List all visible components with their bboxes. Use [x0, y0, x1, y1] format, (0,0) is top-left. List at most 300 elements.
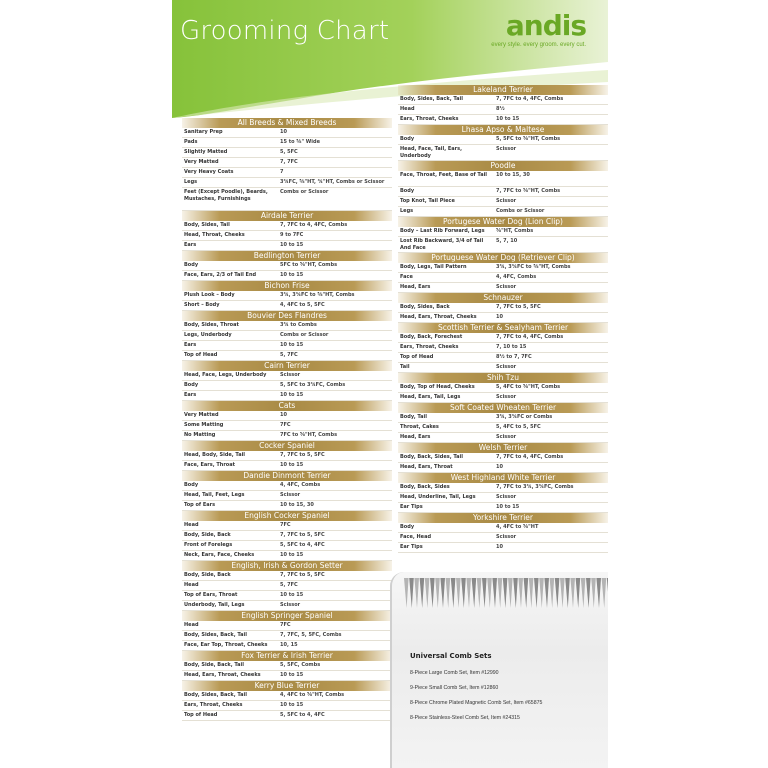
blade-recommendation: 4, 4FC, Combs	[280, 482, 321, 488]
chart-row	[182, 221, 392, 231]
breed-section-title: Welsh Terrier	[398, 443, 608, 453]
body-area: Underbody, Tail, Legs	[184, 602, 245, 608]
chart-row	[398, 187, 608, 197]
comb-sets-title: Universal Comb Sets	[410, 652, 492, 660]
chart-row	[398, 145, 608, 161]
blade-recommendation: 4, 4FC to ⅝"HT, Combs	[280, 692, 345, 698]
blade-tooth	[570, 578, 575, 608]
blade-recommendation: 10	[496, 544, 503, 550]
blade-recommendation: 5FC to ⅝"HT, Combs	[280, 262, 338, 268]
blade-recommendation: Combs or Scissor	[496, 208, 545, 214]
blade-tooth	[550, 578, 555, 608]
blade-tooth	[420, 578, 425, 608]
comb-set-item: 9-Piece Small Comb Set, Item #12860	[410, 685, 499, 691]
blade-recommendation: 10 to 15, 30	[280, 502, 314, 508]
blade-recommendation: 10 to 15, 30	[496, 172, 530, 178]
left-column	[182, 118, 392, 721]
blade-tooth	[440, 578, 445, 608]
blade-recommendation: 7, 7FC to 5, 5FC	[280, 572, 325, 578]
chart-row	[398, 463, 608, 473]
body-area: Neck, Ears, Face, Cheeks	[184, 552, 255, 558]
breed-section-title: Yorkshire Terrier	[398, 513, 608, 523]
blade-tooth	[492, 578, 497, 608]
blade-tooth	[602, 578, 607, 608]
body-area: Ear Tips	[400, 544, 423, 550]
blade-tooth	[466, 578, 471, 608]
blade-tooth	[560, 578, 565, 608]
chart-row	[182, 491, 392, 501]
blade-recommendation: 10	[280, 129, 287, 135]
blade-recommendation: 10, 15	[280, 642, 298, 648]
body-area: Body	[400, 136, 415, 142]
chart-row	[182, 701, 392, 711]
blade-recommendation: 3¾, 3¾FC or Combs	[496, 414, 553, 420]
body-area: Ear Tips	[400, 504, 423, 510]
body-area: Ears	[184, 392, 197, 398]
blade-recommendation: Scissor	[496, 494, 517, 500]
blade-recommendation: Scissor	[496, 364, 517, 370]
blade-tooth	[591, 578, 596, 608]
blade-recommendation: 4, 4FC, Combs	[496, 274, 537, 280]
chart-row	[182, 461, 392, 471]
blade-recommendation: 7, 7FC to ⅝"HT, Combs	[496, 188, 561, 194]
body-area: Very Matted	[184, 159, 219, 165]
blade-tooth	[425, 578, 430, 608]
blade-tooth	[508, 578, 513, 608]
body-area: Top of Head	[184, 712, 218, 718]
chart-row	[182, 631, 392, 641]
chart-row	[182, 431, 392, 441]
body-area: Body, Side, Back	[184, 532, 231, 538]
chart-row	[182, 391, 392, 401]
breed-section-title: Scottish Terrier & Sealyham Terrier	[398, 323, 608, 333]
body-area: Body, Sides, Back	[400, 304, 450, 310]
chart-row	[398, 423, 608, 433]
blade-tooth	[576, 578, 581, 608]
blade-recommendation: Scissor	[496, 434, 517, 440]
blade-recommendation: 5, 7, 10	[496, 238, 518, 244]
breed-section-title: Cocker Spaniel	[182, 441, 392, 451]
blade-recommendation: 5, 5FC to ⅝"HT, Combs	[496, 136, 561, 142]
breed-section-title: Bedlington Terrier	[182, 251, 392, 261]
breed-section-title: Schnauzer	[398, 293, 608, 303]
blade-recommendation: 7, 7FC, 5, 5FC, Combs	[280, 632, 342, 638]
blade-recommendation: 7, 7FC to 4, 4FC, Combs	[496, 334, 564, 340]
blade-recommendation: Scissor	[280, 372, 301, 378]
body-area: Feet (Except Poodle), Beards, Mustaches, Furnishings	[184, 189, 268, 202]
blade-recommendation: 10 to 15	[280, 342, 304, 348]
blade-recommendation: 7, 10 to 15	[496, 344, 527, 350]
blade-recommendation: 3¾, 3¾FC to ⅝"HT, Combs	[496, 264, 571, 270]
blade-recommendation: 10	[280, 412, 287, 418]
blade-recommendation: 5, 5FC to 4, 4FC	[280, 542, 325, 548]
blade-recommendation: 7, 7FC to 5, 5FC	[280, 532, 325, 538]
brand-tagline: every style. every groom. every cut.	[491, 42, 586, 48]
body-area: Head, Throat, Cheeks	[184, 232, 245, 238]
body-area: Body, Top of Head, Cheeks	[400, 384, 475, 390]
blade-recommendation: 3¾, 3¾FC to ⅝"HT, Combs	[280, 292, 355, 298]
blade-recommendation: 10 to 15	[280, 462, 304, 468]
chart-row	[398, 343, 608, 353]
body-area: Body, Side, Back	[184, 572, 231, 578]
body-area: No Matting	[184, 432, 216, 438]
chart-row	[398, 197, 608, 207]
body-area: Body, Sides, Back, Tail	[400, 96, 463, 102]
body-area: Head, Ears, Tail, Legs	[400, 394, 461, 400]
breed-section-title: English, Irish & Gordon Setter	[182, 561, 392, 571]
chart-row	[182, 291, 392, 301]
blade-recommendation: 5, 4FC to 5, 5FC	[496, 424, 541, 430]
body-area: Legs, Underbody	[184, 332, 232, 338]
blade-recommendation: 3¾FC, ⅝"HT, ¾"HT, Combs or Scissor	[280, 179, 385, 185]
body-area: Lost Rib Backward, 3/4 of Tail And Face	[400, 238, 484, 251]
chart-row	[398, 105, 608, 115]
chart-row	[398, 283, 608, 293]
blade-recommendation: 10 to 15	[280, 272, 304, 278]
grooming-chart-poster	[172, 0, 608, 768]
chart-row	[398, 453, 608, 463]
blade-tooth	[503, 578, 508, 608]
body-area: Ears	[184, 342, 197, 348]
blade-recommendation: 7FC to ⅝"HT, Combs	[280, 432, 338, 438]
body-area: Ears	[184, 242, 197, 248]
chart-row	[182, 148, 392, 158]
body-area: Body, Back, Sides	[400, 484, 450, 490]
body-area: Body, Legs, Tail Pattern	[400, 264, 467, 270]
chart-row	[398, 333, 608, 343]
brand-name: andis	[505, 9, 586, 42]
body-area: Face, Ear Top, Throat, Cheeks	[184, 642, 268, 648]
body-area: Head	[184, 522, 199, 528]
body-area: Ears, Throat, Cheeks	[400, 344, 459, 350]
chart-row	[182, 541, 392, 551]
chart-row	[398, 237, 608, 253]
blade-tooth	[414, 578, 419, 608]
chart-row	[182, 661, 392, 671]
blade-recommendation: Combs or Scissor	[280, 332, 329, 338]
body-area: Top Knot, Tail Piece	[400, 198, 455, 204]
chart-row	[398, 363, 608, 373]
chart-row	[182, 691, 392, 701]
body-area: Legs	[400, 208, 414, 214]
body-area: Some Matting	[184, 422, 224, 428]
chart-row	[182, 158, 392, 168]
chart-row	[398, 95, 608, 105]
body-area: Pads	[184, 139, 198, 145]
blade-tooth	[409, 578, 414, 608]
blade-recommendation: 15 to ⅝" Wide	[280, 139, 320, 145]
chart-row	[398, 393, 608, 403]
blade-recommendation: Scissor	[496, 146, 517, 152]
blade-recommendation: 5, 5FC to 4, 4FC	[280, 712, 325, 718]
chart-row	[182, 571, 392, 581]
blade-recommendation: 9 to 7FC	[280, 232, 304, 238]
chart-row	[398, 227, 608, 237]
breed-section-title: All Breeds & Mixed Breeds	[182, 118, 392, 128]
chart-row	[182, 551, 392, 561]
chart-row	[398, 135, 608, 145]
breed-section-title: Fox Terrier & Irish Terrier	[182, 651, 392, 661]
blade-recommendation: 4, 4FC to ⅝"HT	[496, 524, 539, 530]
chart-row	[182, 178, 392, 188]
blade-recommendation: 7, 7FC to 5, 5FC	[280, 452, 325, 458]
body-area: Throat, Cakes	[400, 424, 439, 430]
breed-section-title: Kerry Blue Terrier	[182, 681, 392, 691]
body-area: Head, Ears, Throat, Cheeks	[184, 672, 261, 678]
breed-section-title: English Springer Spaniel	[182, 611, 392, 621]
right-column	[398, 85, 608, 553]
breed-section-title: West Highland White Terrier	[398, 473, 608, 483]
chart-row	[398, 353, 608, 363]
blade-recommendation: 10 to 15	[280, 552, 304, 558]
body-area: Body – Last Rib Forward, Legs	[400, 228, 485, 234]
blade-recommendation: 7, 7FC to 4, 4FC, Combs	[496, 454, 564, 460]
body-area: Body	[400, 188, 415, 194]
body-area: Body, Side, Back, Tail	[184, 662, 244, 668]
blade-tooth	[513, 578, 518, 608]
blade-recommendation: Scissor	[280, 602, 301, 608]
breed-section-title: Bichon Frise	[182, 281, 392, 291]
blade-teeth	[400, 576, 608, 610]
breed-section-title: Airdale Terrier	[182, 211, 392, 221]
breed-section-title: Bouvier Des Flandres	[182, 311, 392, 321]
chart-row	[182, 711, 392, 721]
chart-row	[182, 351, 392, 361]
blade-tooth	[435, 578, 440, 608]
breed-section-title: Shih Tzu	[398, 373, 608, 383]
body-area: Top of Head	[184, 352, 218, 358]
chart-row	[182, 138, 392, 148]
blade-recommendation: 10 to 15	[280, 702, 304, 708]
blade-recommendation: 5, 5FC	[280, 149, 298, 155]
chart-row	[398, 207, 608, 217]
chart-row	[398, 493, 608, 503]
blade-recommendation: 5, 5FC to 3¾FC, Combs	[280, 382, 346, 388]
body-area: Head, Tail, Feet, Legs	[184, 492, 245, 498]
blade-recommendation: Scissor	[496, 198, 517, 204]
blade-tooth	[555, 578, 560, 608]
breed-section-title: Cairn Terrier	[182, 361, 392, 371]
blade-recommendation: Scissor	[496, 284, 517, 290]
blade-recommendation: 7, 7FC	[280, 159, 298, 165]
chart-row	[398, 273, 608, 283]
chart-row	[182, 621, 392, 631]
chart-row	[182, 188, 392, 211]
body-area: Face, Head	[400, 534, 432, 540]
blade-recommendation: 7FC	[280, 522, 291, 528]
breed-section-title: Lakeland Terrier	[398, 85, 608, 95]
body-area: Head, Body, Side, Tail	[184, 452, 245, 458]
blade-recommendation: Scissor	[280, 492, 301, 498]
blade-recommendation: 7FC	[280, 622, 291, 628]
blade-tooth	[472, 578, 477, 608]
body-area: Head, Ears, Throat	[400, 464, 453, 470]
blade-recommendation: 4, 4FC to 5, 5FC	[280, 302, 325, 308]
body-area: Head	[184, 622, 199, 628]
chart-row	[182, 261, 392, 271]
body-area: Face	[400, 274, 413, 280]
chart-row	[398, 303, 608, 313]
chart-row	[398, 115, 608, 125]
blade-recommendation: 7, 7FC to 5, 5FC	[496, 304, 541, 310]
breed-section-title: Portuguese Water Dog (Retriever Clip)	[398, 253, 608, 263]
body-area: Body, Sides, Tail	[184, 222, 230, 228]
body-area: Body	[184, 262, 199, 268]
blade-recommendation: ⅝"HT, Combs	[496, 228, 534, 234]
chart-row	[182, 581, 392, 591]
blade-recommendation: 10 to 15	[280, 592, 304, 598]
comb-set-item: 8-Piece Large Comb Set, Item #12990	[410, 670, 499, 676]
blade-recommendation: 3¾ to Combs	[280, 322, 317, 328]
blade-recommendation: 10	[496, 314, 503, 320]
body-area: Head	[400, 106, 415, 112]
blade-tooth	[565, 578, 570, 608]
blade-tooth	[586, 578, 591, 608]
blade-tooth	[529, 578, 534, 608]
blade-recommendation: 8½	[496, 106, 505, 112]
body-area: Face, Ears, Throat	[184, 462, 235, 468]
body-area: Face, Ears, 2/3 of Tail End	[184, 272, 257, 278]
chart-row	[398, 533, 608, 543]
body-area: Top of Ears, Throat	[184, 592, 238, 598]
blade-recommendation: 5, 7FC	[280, 352, 298, 358]
chart-row	[182, 451, 392, 461]
body-area: Head	[184, 582, 199, 588]
blade-recommendation: 5, 5FC, Combs	[280, 662, 321, 668]
chart-row	[398, 313, 608, 323]
body-area: Sanitary Prep	[184, 129, 223, 135]
page-title: Grooming Chart	[180, 16, 390, 46]
breed-section-title: Portugese Water Dog (Lion Clip)	[398, 217, 608, 227]
chart-row	[182, 168, 392, 178]
blade-recommendation: 5, 7FC	[280, 582, 298, 588]
body-area: Head, Underline, Tail, Legs	[400, 494, 476, 500]
body-area: Body, Sides, Throat	[184, 322, 239, 328]
blade-tooth	[482, 578, 487, 608]
chart-row	[182, 671, 392, 681]
blade-tooth	[596, 578, 601, 608]
comb-set-item: 8-Piece Chrome Plated Magnetic Comb Set, Item #65875	[410, 700, 543, 706]
chart-row	[398, 171, 608, 187]
breed-section-title: Soft Coated Wheaten Terrier	[398, 403, 608, 413]
body-area: Body	[400, 524, 415, 530]
body-area: Short – Body	[184, 302, 220, 308]
chart-row	[182, 421, 392, 431]
body-area: Face, Throat, Feet, Base of Tail	[400, 172, 488, 178]
chart-row	[182, 271, 392, 281]
blade-tooth	[487, 578, 492, 608]
body-area: Plush Look – Body	[184, 292, 235, 298]
blade-recommendation: 10	[496, 464, 503, 470]
body-area: Ears, Throat, Cheeks	[400, 116, 459, 122]
chart-row	[182, 411, 392, 421]
blade-recommendation: 7, 7FC to 3¾, 3¾FC, Combs	[496, 484, 574, 490]
blade-tooth	[446, 578, 451, 608]
blade-tooth	[404, 578, 409, 608]
blade-tooth	[498, 578, 503, 608]
blade-tooth	[430, 578, 435, 608]
body-area: Body, Tail	[400, 414, 427, 420]
chart-row	[182, 601, 392, 611]
chart-row	[182, 371, 392, 381]
comb-set-item: 8-Piece Stainless-Steel Comb Set, Item #24315	[410, 715, 520, 721]
body-area: Head, Ears	[400, 434, 431, 440]
body-area: Head, Face, Tail, Ears, Underbody	[400, 146, 462, 159]
chart-row	[398, 413, 608, 423]
blade-recommendation: 5, 4FC to ⅝"HT, Combs	[496, 384, 561, 390]
chart-row	[398, 543, 608, 553]
blade-tooth	[461, 578, 466, 608]
brand-logo	[491, 9, 586, 48]
body-area: Front of Forelegs	[184, 542, 233, 548]
body-area: Head, Ears, Throat, Cheeks	[400, 314, 477, 320]
chart-row	[182, 241, 392, 251]
chart-row	[182, 321, 392, 331]
blade-recommendation: Scissor	[496, 534, 517, 540]
chart-row	[398, 383, 608, 393]
blade-tooth	[524, 578, 529, 608]
chart-row	[182, 381, 392, 391]
body-area: Body, Sides, Back, Tail	[184, 692, 247, 698]
blade-recommendation: 10 to 15	[496, 116, 520, 122]
blade-recommendation: 10 to 15	[496, 504, 520, 510]
chart-row	[398, 503, 608, 513]
body-area: Very Matted	[184, 412, 219, 418]
breed-section-title: Dandie Dinmont Terrier	[182, 471, 392, 481]
chart-row	[182, 231, 392, 241]
blade-tooth	[534, 578, 539, 608]
body-area: Very Heavy Coats	[184, 169, 234, 175]
blade-recommendation: 8½ to 7, 7FC	[496, 354, 532, 360]
body-area: Top of Ears	[184, 502, 216, 508]
body-area: Top of Head	[400, 354, 434, 360]
chart-row	[398, 483, 608, 493]
body-area: Body, Sides, Back, Tail	[184, 632, 247, 638]
chart-row	[398, 433, 608, 443]
chart-row	[182, 481, 392, 491]
body-area: Body	[184, 482, 199, 488]
body-area: Slightly Matted	[184, 149, 228, 155]
body-area: Body	[184, 382, 199, 388]
blade-tooth	[607, 578, 608, 608]
chart-row	[182, 128, 392, 138]
body-area: Body, Back, Sides, Tail	[400, 454, 463, 460]
body-area: Tail	[400, 364, 410, 370]
blade-recommendation: 7, 7FC to 4, 4FC, Combs	[280, 222, 348, 228]
blade-tooth	[581, 578, 586, 608]
chart-row	[182, 501, 392, 511]
blade-tooth	[456, 578, 461, 608]
body-area: Head, Face, Legs, Underbody	[184, 372, 267, 378]
chart-row	[182, 301, 392, 311]
body-area: Body, Back, Forechest	[400, 334, 463, 340]
body-area: Legs	[184, 179, 198, 185]
chart-row	[182, 591, 392, 601]
blade-tooth	[477, 578, 482, 608]
blade-recommendation: 10 to 15	[280, 242, 304, 248]
body-area: Head, Ears	[400, 284, 431, 290]
chart-row	[182, 331, 392, 341]
blade-recommendation: Combs or Scissor	[280, 189, 329, 195]
chart-row	[398, 263, 608, 273]
breed-section-title: Poodle	[398, 161, 608, 171]
body-area: Ears, Throat, Cheeks	[184, 702, 243, 708]
chart-row	[398, 523, 608, 533]
blade-recommendation: 7	[280, 169, 284, 175]
blade-tooth	[539, 578, 544, 608]
blade-recommendation: 7, 7FC to 4, 4FC, Combs	[496, 96, 564, 102]
blade-tooth	[518, 578, 523, 608]
